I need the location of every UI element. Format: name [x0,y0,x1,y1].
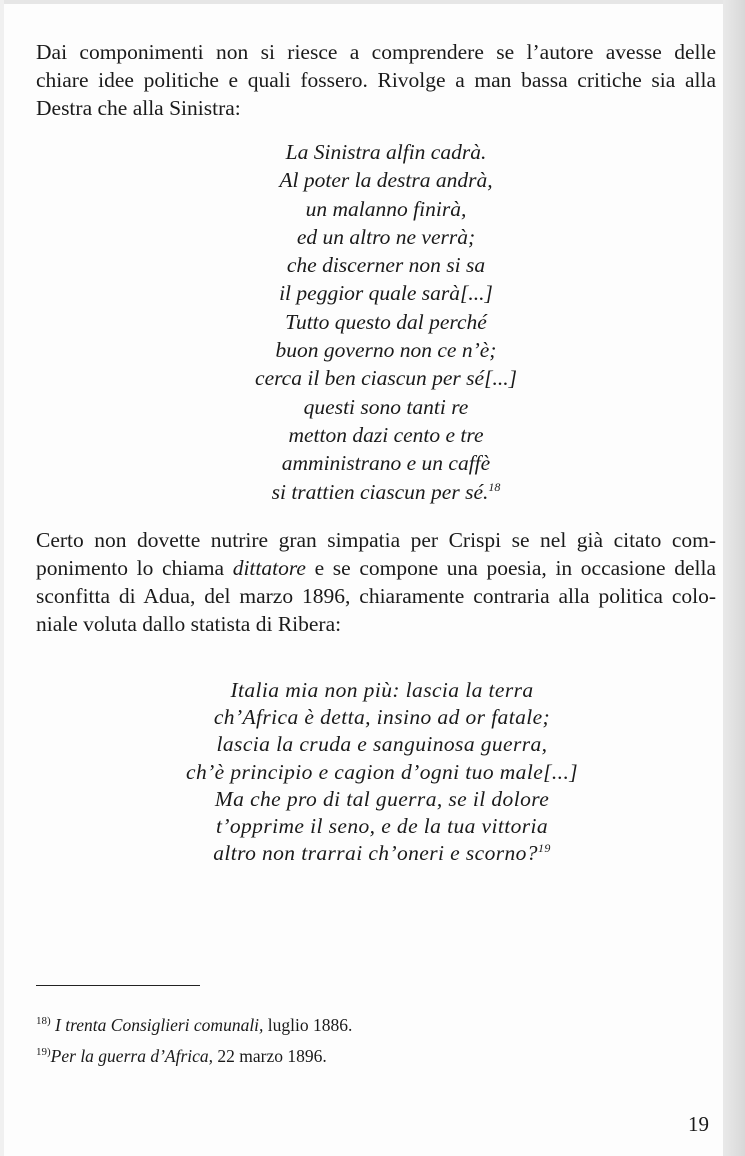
footnote-date: luglio 1886. [263,1015,353,1035]
poem-verse-text: altro non trarrai ch’oneri e scorno? [213,841,538,866]
poem-verse: Italia mia non più: lascia la terra [230,678,534,702]
poem-verse: metton dazi cento e tre [288,422,484,447]
footnote-mark: 19) [36,1046,51,1059]
emphasis-dittatore: dittatore [232,556,306,580]
footnote-mark: 18) [36,1015,51,1028]
poem-verse: ch’Africa è detta, insino ad or fatale; [213,705,551,730]
poem-verse: il peggior quale sarà[...] [279,281,493,306]
poem-verse: un malanno finirà, [305,196,467,221]
intro-paragraph [36,38,716,122]
footnote-19 [36,1045,327,1067]
poem-africa [132,677,632,867]
poem-verse: lascia la cruda e sanguinosa guerra, [216,732,548,757]
page-number: 19 [688,1112,709,1136]
poem-verse: cerca il ben ciascun per sé[...] [255,366,517,391]
paragraph-line: chiare idee politiche e quali fossero. Rivolge a man bassa critiche sia alla [36,68,716,92]
poem-verse: che discerner non si sa [286,253,486,278]
crispi-paragraph [36,526,716,638]
footnote-title: Per la guerra d’Africa, [50,1046,214,1066]
footnote-divider [36,985,200,986]
poem-verse: Ma che pro di tal guerra, se il dolore [214,786,550,811]
poem-verse: ed un altro ne verrà; [296,224,476,249]
footnote-date: 22 marzo 1896. [213,1046,327,1066]
poem-verse: t’opprime il seno, e de la tua vittoria [215,814,549,839]
footnote-ref-19[interactable]: 19 [537,841,551,856]
page-edge-right [723,0,745,1156]
paragraph-line: Destra che alla Sinistra: [36,96,241,120]
poem-verse: questi sono tanti re [303,394,469,419]
footnote-ref-18[interactable]: 18 [488,479,501,494]
page-edge-left [0,0,4,1156]
poem-verse: buon governo non ce n’è; [275,338,497,363]
paragraph-line: niale voluta dallo statista di Ribera: [36,612,342,636]
footnote-title: I trenta Consiglieri comunali, [55,1015,264,1035]
poem-verse: ch’è principio e cagion d’ogni tuo male[...] [186,759,578,784]
poem-sinistra [176,138,596,506]
poem-verse-last [132,840,632,867]
paragraph-line: Certo non dovette nutrire gran simpatia per Crispi se nel già citato com- [36,528,716,552]
paragraph-text: ponimento lo chiama [36,556,233,580]
poem-verse: Al poter la destra andrà, [279,168,493,193]
poem-verse-last [176,478,596,506]
footnote-18 [36,1014,352,1036]
poem-verse-text: si trattien ciascun per sé. [271,479,489,504]
paragraph-line: sconfitta di Adua, del marzo 1896, chiaramente contraria alla politica colo- [36,584,716,608]
poem-verse: amministrano e un caffè [281,451,491,476]
paragraph-line: Dai componimenti non si riesce a comprendere se l’autore avesse delle [36,40,716,64]
page-edge-top [0,0,725,4]
paragraph-line [36,554,716,582]
poem-verse: La Sinistra alfin cadrà. [285,140,487,164]
poem-verse: Tutto questo dal perché [285,309,487,334]
paragraph-text: e se compone una poesia, in occasione della [305,556,716,580]
